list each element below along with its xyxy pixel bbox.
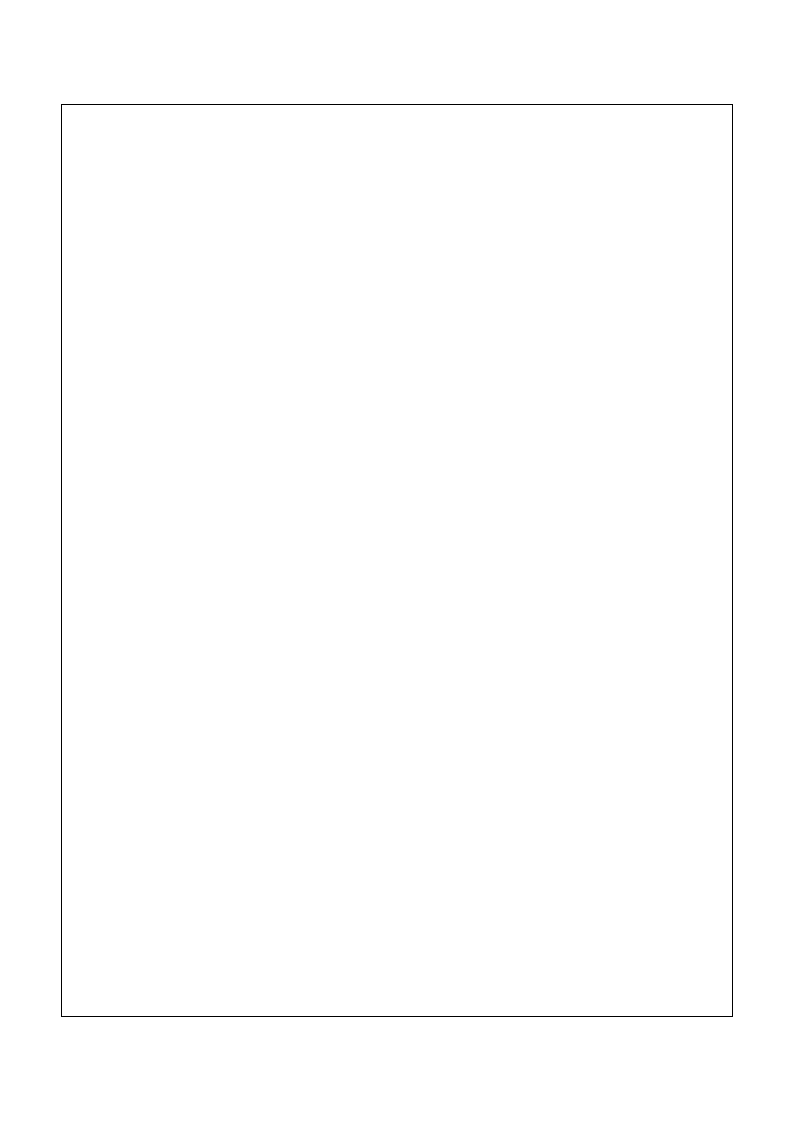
chart-5 [122,780,356,960]
chart-2 [452,236,676,408]
chart-3 [120,512,380,682]
chart-1 [136,236,360,408]
chart-4 [440,518,697,688]
